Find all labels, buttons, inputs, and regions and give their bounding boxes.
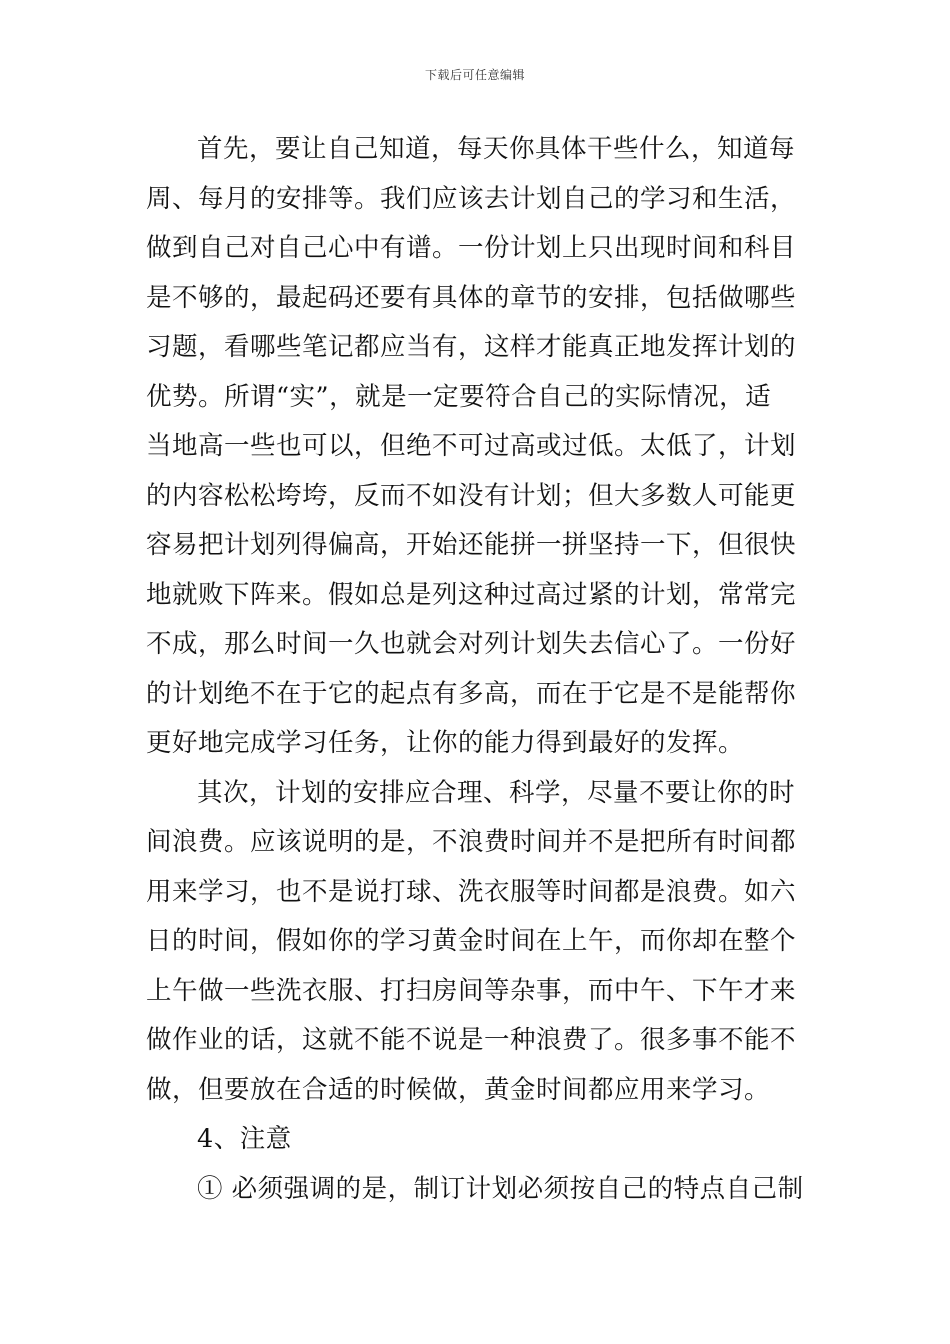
text-line: 间浪费。应该说明的是，不浪费时间并不是把所有时间都 xyxy=(146,827,797,857)
section-heading: 4、注意 xyxy=(197,1124,292,1154)
text-line: 其次，计划的安排应合理、科学，尽量不要让你的时 xyxy=(197,777,796,808)
text-line: 容易把计划列得偏高，开始还能拼一拼坚持一下，但很快 xyxy=(146,530,797,560)
text-line: 优势。所谓“实”，就是一定要符合自己的实际情况，适 xyxy=(146,381,772,412)
text-line: 不成，那么时间一久也就会对列计划失去信心了。一份好 xyxy=(146,629,797,659)
header-note: 下载后可任意编辑 xyxy=(424,68,525,82)
text-line: 做到自己对自己心中有谱。一份计划上只出现时间和科目 xyxy=(146,233,797,263)
body-text xyxy=(146,125,810,1214)
text-line: ① 必须强调的是，制订计划必须按自己的特点自己制 xyxy=(197,1173,804,1204)
text-line: 上午做一些洗衣服、打扫房间等杂事，而中午、下午才来 xyxy=(146,975,797,1006)
text-line: 当地高一些也可以，但绝不可过高或过低。太低了，计划 xyxy=(146,431,797,461)
text-line: 习题，看哪些笔记都应当有，这样才能真正地发挥计划的 xyxy=(146,332,797,362)
text-line: 的计划绝不在于它的起点有多高，而在于它是不是能帮你 xyxy=(146,678,797,709)
text-line: 地就败下阵来。假如总是列这种过高过紧的计划，常常完 xyxy=(146,579,797,610)
text-line: 用来学习，也不是说打球、洗衣服等时间都是浪费。如六 xyxy=(146,876,797,907)
text-line: 是不够的，最起码还要有具体的章节的安排，包括做哪些 xyxy=(146,282,797,313)
text-line: 的内容松松垮垮，反而不如没有计划；但大多数人可能更 xyxy=(146,480,797,511)
text-line: 首先，要让自己知道，每天你具体干些什么，知道每 xyxy=(197,134,796,164)
text-line: 做，但要放在合适的时候做，黄金时间都应用来学习。 xyxy=(146,1074,771,1105)
text-line: 周、每月的安排等。我们应该去计划自己的学习和生活， xyxy=(146,183,797,214)
text-line: 更好地完成学习任务，让你的能力得到最好的发挥。 xyxy=(146,728,745,758)
text-line: 做作业的话，这就不能不说是一种浪费了。很多事不能不 xyxy=(146,1025,797,1055)
text-line: 日的时间，假如你的学习黄金时间在上午，而你却在整个 xyxy=(146,926,797,956)
